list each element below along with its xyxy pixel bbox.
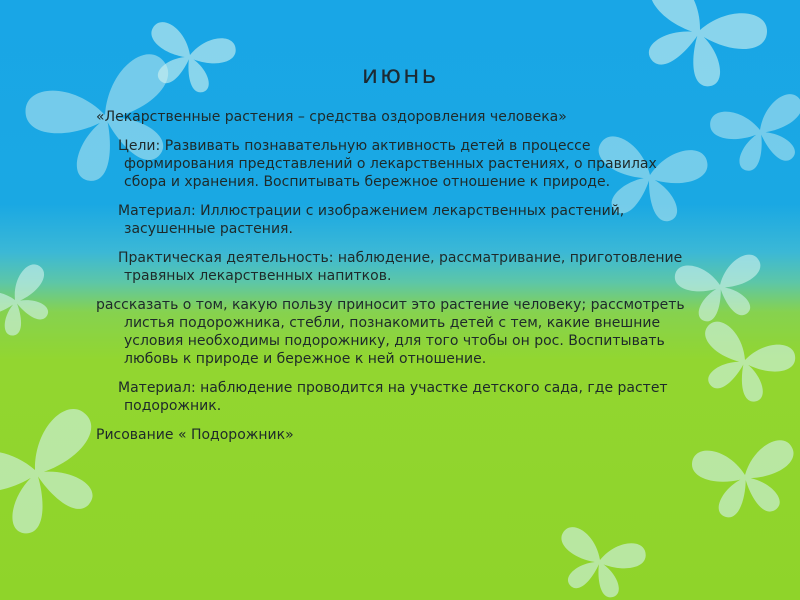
butterfly-icon [690,439,800,522]
observation-materials-paragraph: Материал: наблюдение проводится на участке детского сада, где растет подорожник. [118,380,668,414]
drawing-activity: Рисование « Подорожник» [96,427,294,443]
practice-paragraph: Практическая деятельность: наблюдение, рассматривание, приготовление травяных лекарственных напитков. [118,250,683,284]
butterfly-icon [549,525,648,600]
goals-paragraph: Цели: Развивать познавательную активность детей в процессе формирования представлений о лекарственных растениях, о правилах сбора и хранения. Воспитывать бережное отношение к природе. [118,138,657,190]
butterfly-icon [0,261,64,347]
butterfly-icon [707,91,800,177]
observation-paragraph: рассказать о том, какую пользу приносит это растение человеку; рассмотреть листья подорожника, стебли, познакомить детей с тем, какие внешние условия необходимы подорожнику, для того чтобы он рос. Воспитывать любовь к природе и бережное к ней отношение. [96,297,685,367]
materials-paragraph: Материал: Иллюстрации с изображением лекарственных растений, засушенные растения. [118,203,625,237]
topic-heading: «Лекарственные растения – средства оздоровления человека» [96,109,567,125]
slide-title: июнь [361,60,439,89]
butterfly-icon [688,318,799,411]
slide-body [96,108,696,455]
